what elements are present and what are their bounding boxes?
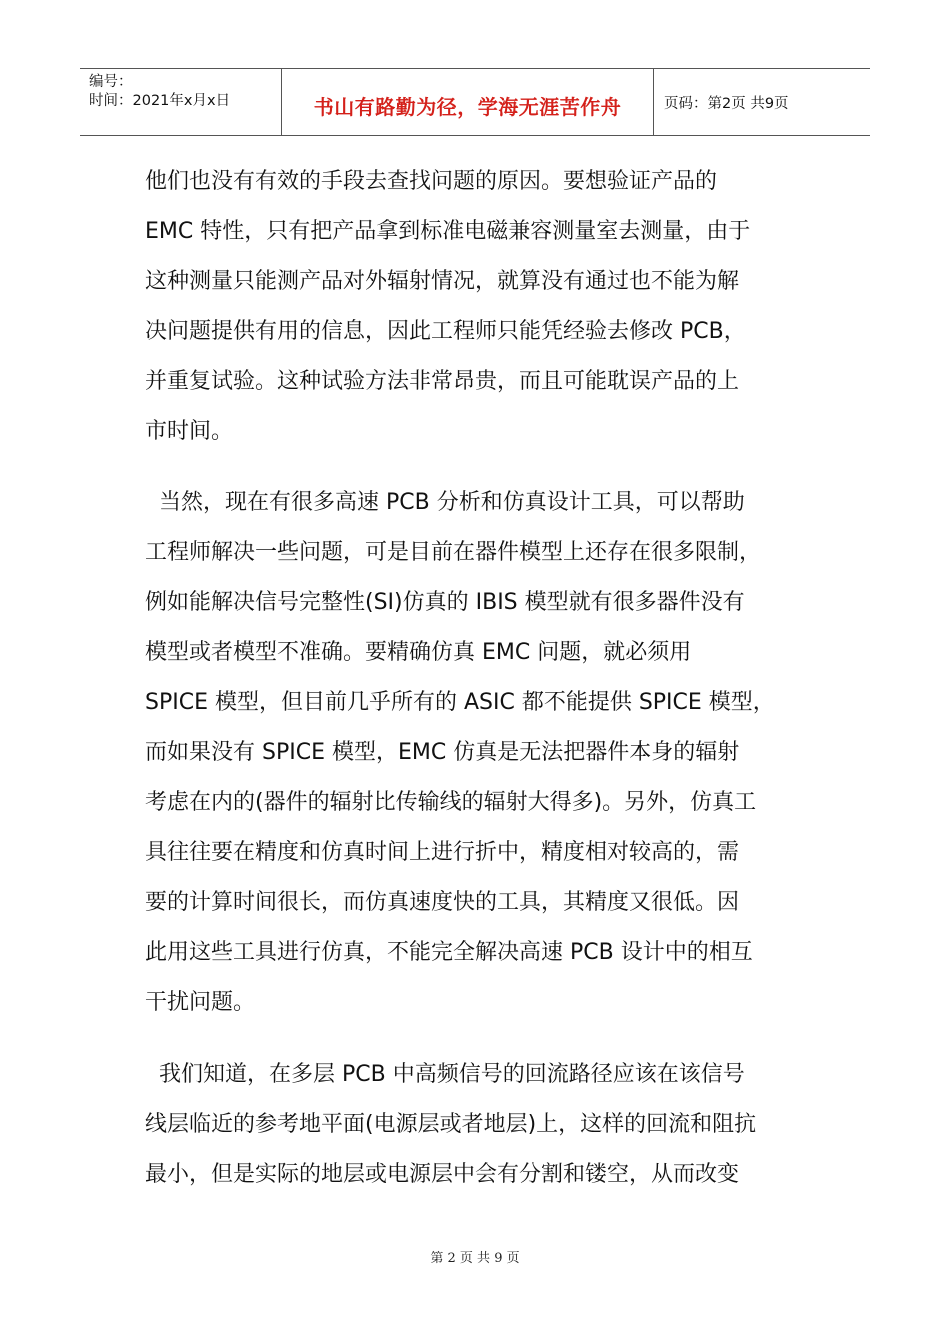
paragraph-3 [145,1050,756,1200]
paragraph-2 [145,478,775,1028]
page-header [80,68,870,136]
paragraph-line: 当然，现在有很多高速 PCB 分析和仿真设计工具，可以帮助 [145,490,745,515]
paragraph-line: 最小，但是实际的地层或电源层中会有分割和镂空，从而改变 [145,1162,740,1187]
paragraph-line: 此用这些工具进行仿真，不能完全解决高速 PCB 设计中的相互 [145,940,753,965]
paragraph-line: 考虑在内的(器件的辐射比传输线的辐射大得多)。另外，仿真工 [145,790,757,815]
paragraph-line: 线层临近的参考地平面(电源层或者地层)上，这样的回流和阻抗 [145,1112,757,1137]
paragraph-line: 我们知道，在多层 PCB 中高频信号的回流路径应该在该信号 [145,1062,745,1087]
paragraph-line: 并重复试验。这种试验方法非常昂贵，而且可能耽误产品的上 [145,369,740,394]
paragraph-line: 具往往要在精度和仿真时间上进行折中，精度相对较高的，需 [145,840,740,865]
page-footer: 第 2 页 共 9 页 [430,1251,520,1266]
header-motto: 书山有路勤为径，学海无涯苦作舟 [313,95,622,119]
document-number-label: 编号： [89,74,133,90]
header-page-cell [654,69,870,135]
paragraph-line: 这种测量只能测产品对外辐射情况，就算没有通过也不能为解 [145,269,740,294]
paragraph-line: 决问题提供有用的信息，因此工程师只能凭经验去修改 PCB， [145,319,746,344]
paragraph-line: 而如果没有 SPICE 模型，EMC 仿真是无法把器件本身的辐射 [145,740,740,765]
paragraph-line: 他们也没有有效的手段去查找问题的原因。要想验证产品的 [145,169,718,194]
paragraph-line: 工程师解决一些问题，可是目前在器件模型上还存在很多限制， [145,540,762,565]
paragraph-line: 例如能解决信号完整性(SI)仿真的 IBIS 模型就有很多器件没有 [145,590,745,615]
document-date-label: 时间：2021年x月x日 [89,93,231,109]
header-motto-cell [282,69,654,135]
header-meta-cell [80,69,282,135]
paragraph-line: 市时间。 [145,419,234,444]
paragraph-1 [145,157,750,457]
paragraph-line: SPICE 模型，但目前几乎所有的 ASIC 都不能提供 SPICE 模型， [145,690,775,715]
paragraph-line: 模型或者模型不准确。要精确仿真 EMC 问题，就必须用 [145,640,692,665]
paragraph-line: EMC 特性，只有把产品拿到标准电磁兼容测量室去测量，由于 [145,219,751,244]
paragraph-line: 干扰问题。 [145,990,256,1015]
paragraph-line: 要的计算时间很长，而仿真速度快的工具，其精度又很低。因 [145,890,740,915]
header-page-info: 页码：第2页 共9页 [664,96,789,112]
